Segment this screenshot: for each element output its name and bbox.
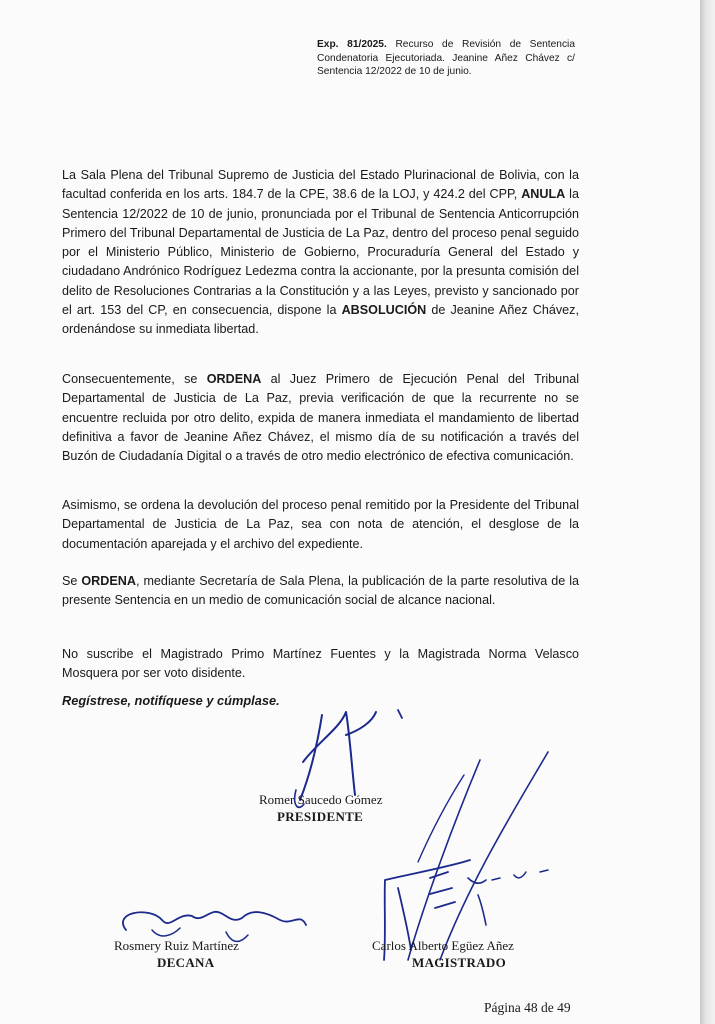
paragraph-text: de Jeanine Añez Chávez, ordenándose su inmediata libertad. (62, 303, 579, 337)
paragraph-release-order (62, 370, 579, 466)
case-reference-header (317, 38, 575, 79)
paragraph-publication (62, 572, 579, 611)
paragraph-text: al Juez Primero de Ejecución Penal del Tribunal Departamental de Justicia de La Paz, previa verificación de que la recurrente no se encuentre recluida por otro delito, expida de manera inmediata el mandamiento de libertad definitiva a favor de Jeanine Añez Chávez, el mismo día de su notificación a través del Buzón de Ciudadanía Digital o a través de otro medio electrónico de efectiva comunicación. (62, 372, 579, 464)
signatory-title-decana: DECANA (157, 955, 215, 970)
case-number: Exp. 81/2025. (317, 39, 387, 50)
keyword-anula: ANULA (521, 187, 566, 202)
paragraph-text: la Sentencia 12/2022 de 10 de junio, pronunciada por el Tribunal de Sentencia Anticorrupción Primero del Tribunal Departamental de Justicia de La Paz, dentro del proceso penal seguido por el Ministerio Público, Ministerio de Gobierno, Procuraduría General del Estado y ciudadano Andrónico Rodríguez Ledezma contra la accionante, por la presunta comisión del delito de Resoluciones Contrarias a la Constitución y a las Leyes, previsto y sancionado por el art. 153 del CP, en consecuencia, dispone la (62, 187, 579, 318)
signatory-name-president: Romer Saucedo Gómez (259, 792, 383, 807)
signatory-title-magistrado: MAGISTRADO (412, 955, 507, 970)
paragraph-text: La Sala Plena del Tribunal Supremo de Justicia del Estado Plurinacional de Bolivia, con la facultad conferida en los arts. 184.7 de la CPE, 38.6 de la LOJ, y 424.2 del CPP, (62, 168, 579, 202)
paragraph-text: , mediante Secretaría de Sala Plena, la publicación de la parte resolutiva de la presente Sentencia en un medio de comunicación social de alcance nacional. (62, 574, 580, 608)
keyword-absolucion: ABSOLUCIÓN (341, 303, 427, 318)
paragraph-text: Se (62, 574, 82, 588)
page-edge-shadow (700, 0, 715, 1024)
paragraph-dissent-note: No suscribe el Magistrado Primo Martínez Fuentes y la Magistrada Norma Velasco Mosquera por ser voto disidente. (62, 647, 579, 681)
case-description: Recurso de Revisión de Sentencia Condenatoria Ejecutoriada. Jeanine Añez Chávez c/ Sentencia 12/2022 de 10 de junio. (317, 39, 575, 77)
closing-formula: Regístrese, notifíquese y cúmplase. (62, 693, 280, 708)
paragraph-annulment (62, 166, 579, 340)
paragraph-text: Consecuentemente, se (62, 372, 207, 386)
page-number: Página 48 de 49 (484, 1000, 571, 1015)
paragraph-return-process: Asimismo, se ordena la devolución del proceso penal remitido por la Presidente del Tribunal Departamental de Justicia de La Paz, sea con nota de atención, el desglose de la documentación aparejada y el archivo del expediente. (62, 498, 579, 551)
keyword-ordena: ORDENA (206, 372, 262, 386)
signatory-name-decana: Rosmery Ruiz Martínez (114, 938, 239, 953)
signatory-name-magistrado: Carlos Alberto Egüez Añez (372, 938, 514, 953)
keyword-ordena: ORDENA (81, 574, 136, 588)
signatory-title-president: PRESIDENTE (277, 809, 364, 824)
